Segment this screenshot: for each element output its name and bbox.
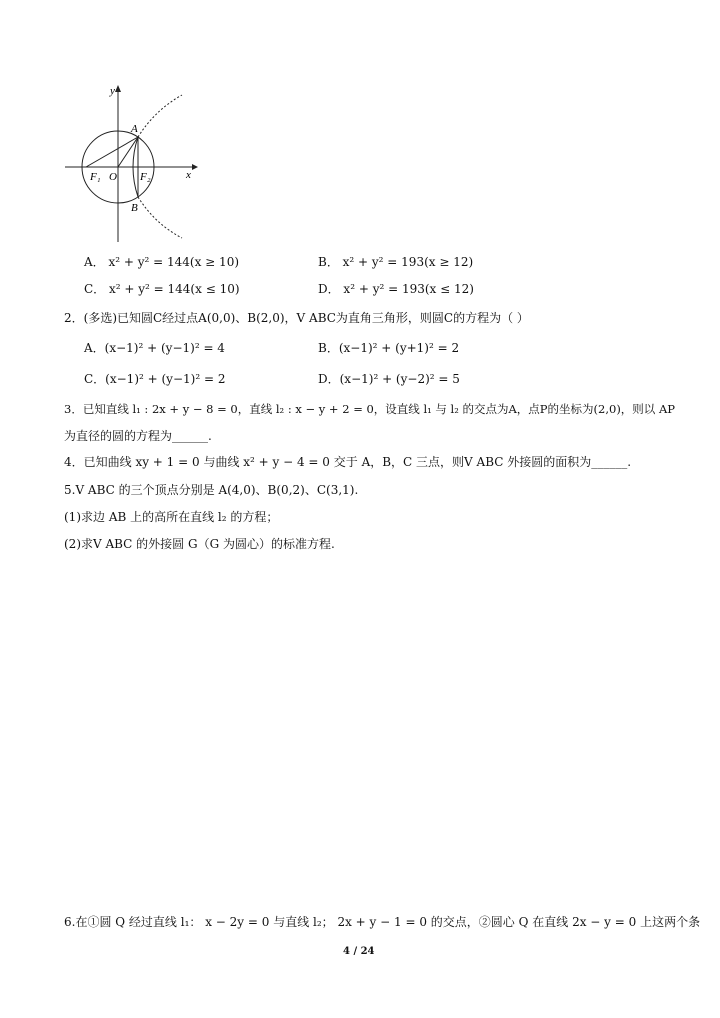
y-label: y: [110, 85, 115, 97]
figure-svg: [60, 80, 200, 245]
q1-option-c: C． x² + y² = 144(x ≤ 10): [84, 282, 240, 296]
q1-option-a: A． x² + y² = 144(x ≥ 10): [84, 255, 240, 269]
q1-option-d: D． x² + y² = 193(x ≤ 12): [318, 282, 474, 296]
hyperbola-upper-dashed: [138, 95, 182, 137]
q2-option-d: D．(x−1)² + (y−2)² = 5: [318, 372, 460, 386]
q2-option-a: A．(x−1)² + (y−1)² = 4: [84, 341, 225, 355]
point-f1-label: F₁: [90, 171, 101, 183]
segment-f1-a: [86, 137, 138, 167]
x-label: x: [186, 169, 191, 181]
q5-stem: 5.V ABC 的三个顶点分别是 A(4,0)、B(0,2)、C(3,1).: [64, 483, 359, 497]
hyperbola-circle-figure: [60, 80, 200, 245]
point-f2-label: F₂: [140, 171, 151, 183]
x-axis-arrow: [192, 164, 198, 170]
origin-label: O: [109, 171, 117, 183]
q2-stem: 2．(多选)已知圆C经过点A(0,0)、B(2,0)，V ABC为直角三角形，则圆C的方程为（ ）: [64, 311, 529, 325]
q5-part2: (2)求V ABC 的外接圆 G（G 为圆心）的标准方程.: [64, 537, 335, 551]
point-b-label: B: [131, 202, 138, 214]
q3-line2: 为直径的圆的方程为______.: [64, 429, 212, 443]
point-a-label: A: [131, 123, 138, 135]
q2-option-c: C．(x−1)² + (y−1)² = 2: [84, 372, 226, 386]
q3-line1: 3．已知直线 l₁ : 2x + y − 8 = 0，直线 l₂ : x − y + 2 = 0，设直线 l₁ 与 l₂ 的交点为A，点P的坐标为(2,0)，则以 AP: [64, 402, 676, 416]
q1-option-b: B． x² + y² = 193(x ≥ 12): [318, 255, 474, 269]
y-axis-arrow: [115, 85, 121, 92]
hyperbola-lower-dashed: [138, 197, 182, 238]
page-number: 4 / 24: [343, 946, 375, 957]
q2-option-b: B．(x−1)² + (y+1)² = 2: [318, 341, 460, 355]
q6-line: 6.在①圆 Q 经过直线 l₁： x − 2y = 0 与直线 l₂； 2x + y − 1 = 0 的交点，②圆心 Q 在直线 2x − y = 0 上这两个条: [64, 915, 701, 929]
q4-line: 4．已知曲线 xy + 1 = 0 与曲线 x² + y − 4 = 0 交于 A，B，C 三点，则V ABC 外接圆的面积为______.: [64, 455, 632, 469]
segment-o-a: [118, 137, 138, 167]
q5-part1: (1)求边 AB 上的高所在直线 l₂ 的方程；: [64, 510, 279, 524]
